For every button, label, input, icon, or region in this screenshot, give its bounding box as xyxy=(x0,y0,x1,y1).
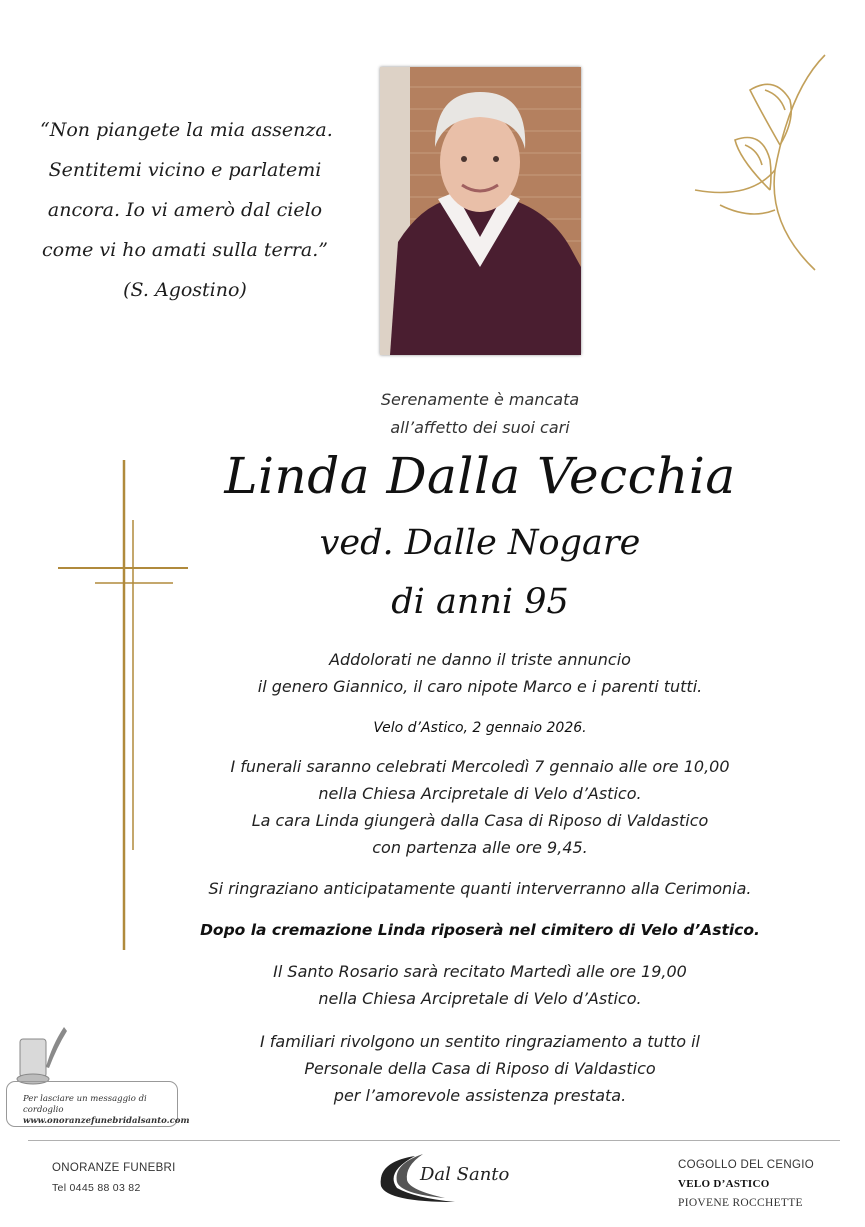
rosary-details xyxy=(200,958,760,1012)
logo-text: Dal Santo xyxy=(420,1164,510,1185)
funeral-details xyxy=(200,753,760,861)
quote-line: come vi ho amati sulla terra.” xyxy=(41,239,328,261)
widow-of: ved. Dalle Nogare xyxy=(319,523,641,563)
announcement xyxy=(200,646,760,700)
announcement-line: Addolorati ne danno il triste annuncio xyxy=(329,650,631,669)
funeral-line: nella Chiesa Arcipretale di Velo d’Astico. xyxy=(318,784,642,803)
place-date: Velo d’Astico, 2 gennaio 2026. xyxy=(373,720,587,736)
final-thanks-line: Personale della Casa di Riposo di Valdastico xyxy=(304,1059,656,1078)
footer-location: PIOVENE ROCCHETTE xyxy=(678,1197,803,1209)
rosary-line: Il Santo Rosario sarà recitato Martedì alle ore 19,00 xyxy=(273,962,687,981)
quote-block xyxy=(40,110,333,310)
cremation-text: Dopo la cremazione Linda riposerà nel cimitero di Velo d’Astico. xyxy=(200,921,760,939)
footer-location: COGOLLO DEL CENGIO xyxy=(678,1159,814,1171)
footer-locations xyxy=(678,1156,814,1213)
footer-phone: Tel 0445 88 03 82 xyxy=(52,1182,141,1194)
intro-text xyxy=(200,386,760,442)
footer-location: VELO D’ASTICO xyxy=(678,1178,770,1190)
scroll-quill-icon xyxy=(12,1025,72,1089)
quote-line: “Non piangete la mia assenza. xyxy=(40,119,333,141)
rosary-line: nella Chiesa Arcipretale di Velo d’Astico. xyxy=(318,989,642,1008)
funeral-line: La cara Linda giungerà dalla Casa di Riposo di Valdastico xyxy=(251,811,709,830)
quote-author: (S. Agostino) xyxy=(123,279,247,301)
deceased-photo xyxy=(380,67,581,355)
thanks-text: Si ringraziano anticipatamente quanti interverranno alla Cerimonia. xyxy=(208,879,752,898)
intro-line: all’affetto dei suoi cari xyxy=(390,418,570,437)
funeral-line: I funerali saranno celebrati Mercoledì 7 gennaio alle ore 10,00 xyxy=(230,757,730,776)
footer-divider xyxy=(28,1140,840,1141)
calla-lily-ornament xyxy=(690,50,830,275)
final-thanks-line: per l’amorevole assistenza prestata. xyxy=(333,1086,627,1105)
final-thanks xyxy=(200,1028,760,1109)
funeral-line: con partenza alle ore 9,45. xyxy=(372,838,588,857)
condolence-intro: Per lasciare un messaggio di cordoglio xyxy=(23,1094,147,1115)
deceased-age: di anni 95 xyxy=(391,582,569,622)
intro-line: Serenamente è mancata xyxy=(380,390,580,409)
footer-left xyxy=(52,1158,176,1198)
deceased-name: Linda Dalla Vecchia xyxy=(224,447,736,505)
quote-line: ancora. Io vi amerò dal cielo xyxy=(47,199,323,221)
cross-ornament xyxy=(55,455,195,955)
announcement-line: il genero Giannico, il caro nipote Marco e i parenti tutti. xyxy=(257,677,703,696)
footer-company-title: ONORANZE FUNEBRI xyxy=(52,1162,176,1174)
final-thanks-line: I familiari rivolgono un sentito ringraziamento a tutto il xyxy=(259,1032,700,1051)
quote-line: Sentitemi vicino e parlatemi xyxy=(48,159,322,181)
condolence-link[interactable] xyxy=(6,1081,190,1127)
condolence-website[interactable]: www.onoranzefunebridalsanto.com xyxy=(23,1116,190,1126)
